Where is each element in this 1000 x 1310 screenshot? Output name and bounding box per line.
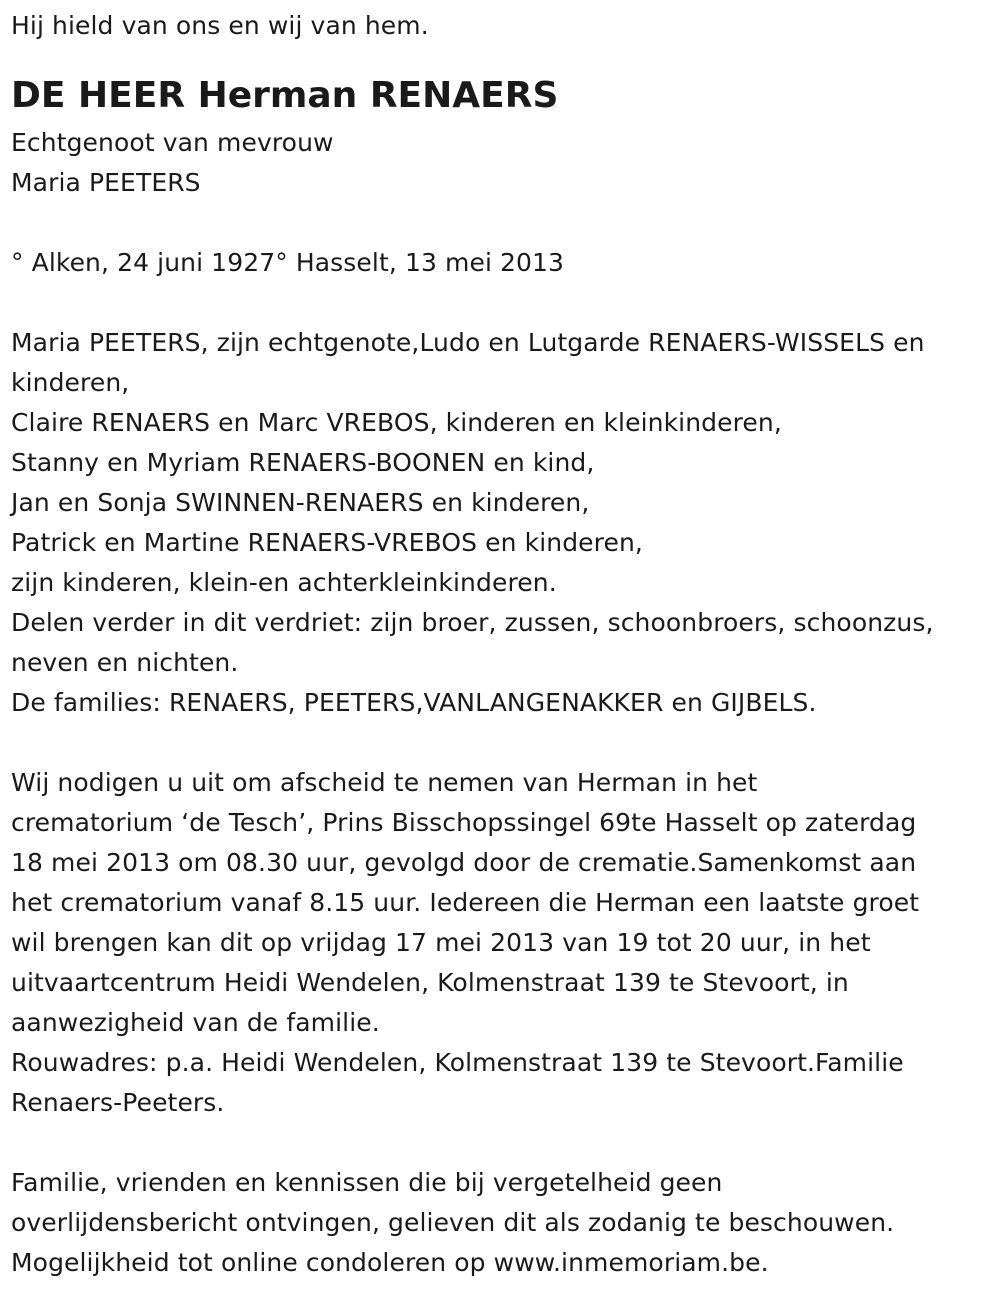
invitation-line: uitvaartcentrum Heidi Wendelen, Kolmenstraat 139 te Stevoort, in [11,968,849,997]
invitation-line: crematorium ‘de Tesch’, Prins Bisschopssingel 69te Hasselt op zaterdag [11,808,917,837]
family-line: Delen verder in dit verdriet: zijn broer, zussen, schoonbroers, schoonzus, [11,608,934,637]
family-line: neven en nichten. [11,648,239,677]
family-line: Jan en Sonja SWINNEN-RENAERS en kinderen, [11,488,590,517]
spacer [11,723,986,763]
intro-text: Hij hield van ons en wij van hem. [11,11,429,40]
family-line: zijn kinderen, klein-en achterkleinkinderen. [11,568,557,597]
invitation-line: 18 mei 2013 om 08.30 uur, gevolgd door de crematie.Samenkomst aan [11,848,917,877]
spouse-line: Echtgenoot van mevrouw [11,128,334,157]
invitation-line: wil brengen kan dit op vrijdag 17 mei 2013 van 19 tot 20 uur, in het [11,928,871,957]
closing-section [11,1163,986,1283]
birth-death-dates: ° Alken, 24 juni 1927° Hasselt, 13 mei 2013 [11,248,565,277]
spouse-name: Maria PEETERS [11,168,201,197]
closing-line: Mogelijkheid tot online condoleren op www.inmemoriam.be. [11,1248,769,1277]
deceased-name: DE HEER Herman RENAERS [11,75,559,116]
obituary-notice [11,6,986,1283]
spacer [11,1123,986,1163]
closing-line: Familie, vrienden en kennissen die bij vergetelheid geen [11,1168,723,1197]
invitation-line: aanwezigheid van de familie. [11,1008,380,1037]
family-line: Claire RENAERS en Marc VREBOS, kinderen en kleinkinderen, [11,408,782,437]
spacer [11,283,986,323]
spacer [11,203,986,243]
family-line: Stanny en Myriam RENAERS-BOONEN en kind, [11,448,595,477]
family-line: Patrick en Martine RENAERS-VREBOS en kinderen, [11,528,643,557]
invitation-line: het crematorium vanaf 8.15 uur. Iedereen die Herman een laatste groet [11,888,920,917]
family-line: Maria PEETERS, zijn echtgenote,Ludo en Lutgarde RENAERS-WISSELS en [11,328,925,357]
family-line: De families: RENAERS, PEETERS,VANLANGENAKKER en GIJBELS. [11,688,817,717]
closing-line: overlijdensbericht ontvingen, gelieven dit als zodanig te beschouwen. [11,1208,895,1237]
invitation-line: Renaers-Peeters. [11,1088,225,1117]
invitation-section [11,763,986,1123]
invitation-line: Rouwadres: p.a. Heidi Wendelen, Kolmenstraat 139 te Stevoort.Familie [11,1048,904,1077]
invitation-line: Wij nodigen u uit om afscheid te nemen van Herman in het [11,768,758,797]
family-section [11,323,986,723]
family-line: kinderen, [11,368,130,397]
